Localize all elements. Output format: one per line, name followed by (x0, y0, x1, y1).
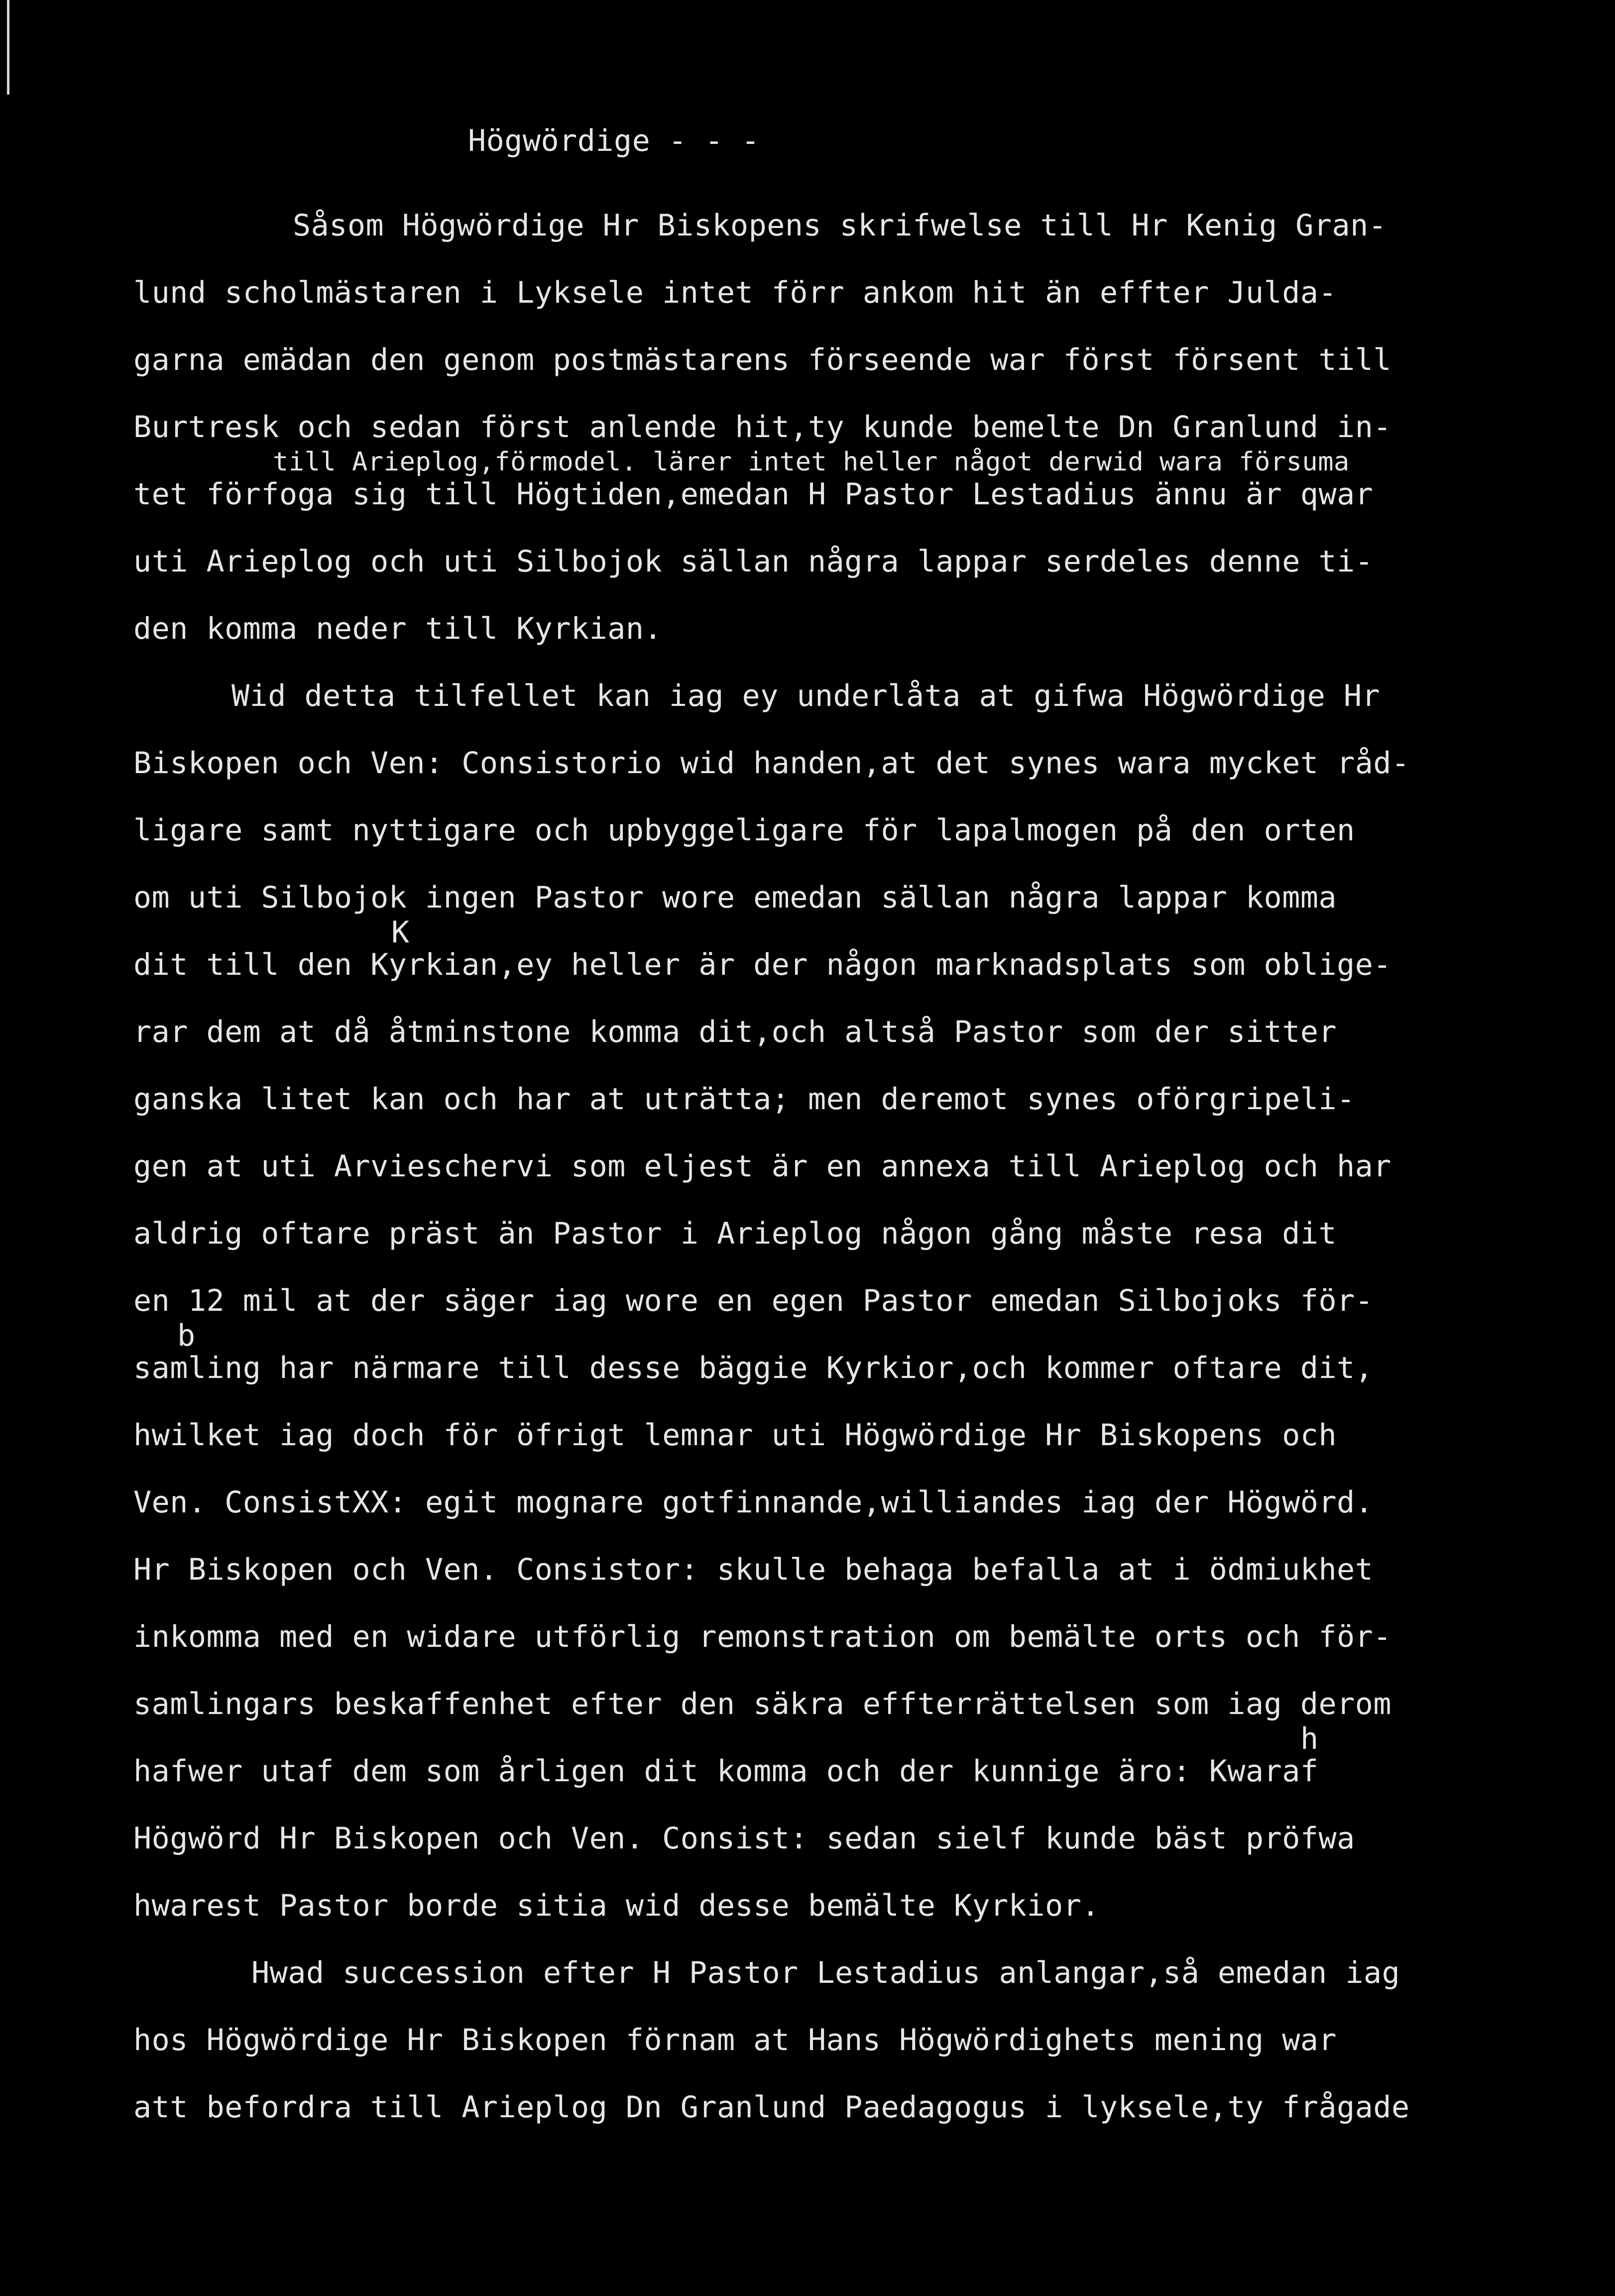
text-line: samling har närmare till desse bäggie Kyrkior,och kommer oftare dit, (133, 1351, 1374, 1385)
text-line: om uti Silbojok ingen Pastor wore emedan sällan några lappar komma (133, 880, 1337, 915)
page-edge-rule (7, 0, 9, 95)
text-line: aldrig oftare präst än Pastor i Arieplog någon gång måste resa dit (133, 1216, 1337, 1251)
interlinear-correction: K (391, 915, 410, 950)
text-line: lund scholmästaren i Lyksele intet förr ankom hit än effter Julda- (133, 275, 1337, 310)
text-line: rar dem at då åtminstone komma dit,och altså Pastor som der sitter (133, 1015, 1337, 1049)
text-line: Biskopen och Ven: Consistorio wid handen,at det synes wara mycket råd- (133, 746, 1410, 781)
text-line: dit till den Kyrkian,ey heller är der någon marknadsplats som oblige- (133, 947, 1391, 982)
text-line: samlingars beskaffenhet efter den säkra effterrättelsen som iag derom (133, 1687, 1391, 1722)
text-line: Högwörd Hr Biskopen och Ven. Consist: sedan sielf kunde bäst pröfwa (133, 1821, 1355, 1856)
text-line: tet förfoga sig till Högtiden,emedan H Pastor Lestadius ännu är qwar (133, 477, 1374, 512)
text-line: hwarest Pastor borde sitia wid desse bemälte Kyrkior. (133, 1888, 1100, 1923)
text-line: Hwad succession efter H Pastor Lestadius anlangar,så emedan iag (251, 1955, 1400, 1990)
text-line: Wid detta tilfellet kan iag ey underlåta at gifwa Högwördige Hr (231, 679, 1381, 713)
interlinear-correction: b (177, 1318, 196, 1353)
text-line: ganska litet kan och har at uträtta; men deremot synes oförgripeli- (133, 1082, 1355, 1117)
inserted-line: till Arieplog,förmodel. lärer intet heller något derwid wara försuma (273, 447, 1350, 477)
text-line: Hr Biskopen och Ven. Consistor: skulle behaga befalla at i ödmiukhet (133, 1552, 1374, 1587)
text-line: ligare samt nyttigare och upbyggeligare för lapalmogen på den orten (133, 813, 1355, 848)
salutation: Högwördige - - - (468, 123, 760, 158)
text-line: uti Arieplog och uti Silbojok sällan några lappar serdeles denne ti- (133, 544, 1374, 579)
text-line: hafwer utaf dem som årligen dit komma och der kunnige äro: Kwaraf (133, 1754, 1319, 1789)
text-line: hos Högwördige Hr Biskopen förnam at Hans Högwördighets mening war (133, 2023, 1337, 2058)
text-line: hwilket iag doch för öfrigt lemnar uti Högwördige Hr Biskopens och (133, 1418, 1337, 1453)
text-line: en 12 mil at der säger iag wore en egen Pastor emedan Silbojoks för- (133, 1283, 1374, 1318)
text-line: att befordra till Arieplog Dn Granlund Paedagogus i lyksele,ty frågade (133, 2090, 1410, 2125)
text-line: garna emädan den genom postmästarens förseende war först försent till (133, 343, 1391, 377)
text-line: den komma neder till Kyrkian. (133, 611, 663, 646)
text-line: inkomma med en widare utförlig remonstration om bemälte orts och för- (133, 1619, 1391, 1654)
interlinear-correction: h (1300, 1722, 1319, 1756)
text-line: Såsom Högwördige Hr Biskopens skrifwelse till Hr Kenig Gran- (293, 208, 1387, 243)
text-line: Ven. ConsistXX: egit mognare gotfinnande,williandes iag der Högwörd. (133, 1485, 1374, 1520)
text-line: gen at uti Arvieschervi som eljest är en annexa till Arieplog och har (133, 1149, 1391, 1184)
text-line: Burtresk och sedan först anlende hit,ty kunde bemelte Dn Granlund in- (133, 410, 1391, 445)
